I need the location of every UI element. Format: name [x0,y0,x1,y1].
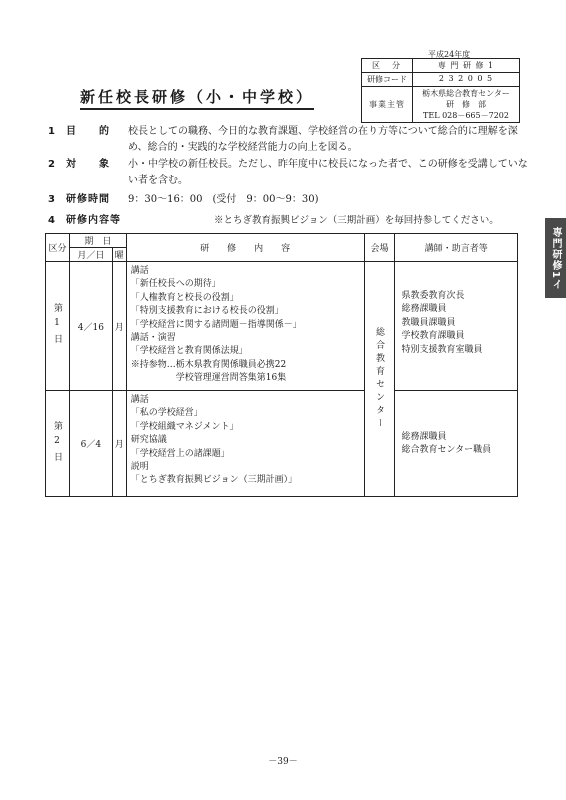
info-value: 2 3 2 0 0 5 [438,74,494,83]
day-division-text: 第1日 [51,303,62,349]
venue-text: 総合教育センター [373,327,384,431]
day-weekday: 月 [112,262,126,391]
section-number: 1 [48,126,55,137]
content-line: 「学校組織マネジメント」 [130,421,239,432]
day-content [126,262,364,391]
lecturer-line: 総務課職員 [401,304,447,315]
lecturer-line: 県教委教育次長 [401,291,465,301]
day-weekday: 月 [112,391,126,497]
header-month-day: 月／日 [69,248,112,262]
page-number: －39－ [268,757,298,767]
section-number: 2 [48,159,55,170]
content-line: 学校管理運営問答集第16集 [130,373,287,384]
section-text: 小・中学校の新任校長。ただし、昨年度中に校長になった者で、この研修を受講していない者を含む。 [128,159,528,186]
info-label: 研修コード [362,73,413,86]
section-label: 研修時間 [66,194,110,205]
day-division-text: 第2日 [51,420,62,467]
day-content [126,391,364,497]
section-content [48,213,518,229]
table-row [46,391,518,497]
content-line: 講話 [130,395,149,405]
content-line: 「とちぎ教育振興ビジョン（三期計画）」 [130,475,298,486]
content-line: 「新任校長への期待」 [130,279,221,290]
side-index-tab: 専門研修1イ [545,218,566,298]
section-time [48,192,488,208]
content-line: 説明 [130,462,149,473]
org-line: 研 修 部 [446,100,486,109]
lecturer-line: 特別支援教育室職員 [401,344,483,355]
section-note: ※とちぎ教育振興ビジョン（三期計画）を毎回持参してください。 [214,215,499,226]
day-division [46,391,70,497]
day-lecturers [395,391,518,497]
content-line: 「学校経営と教育関係法規」 [130,346,248,357]
section-label: 対 象 [66,159,110,170]
lecturer-line: 教職員課職員 [401,317,456,328]
table-header-row [46,234,518,248]
content-line: 「私の学校経営」 [130,408,203,419]
section-label: 研修内容等 [66,215,121,226]
info-row-category [362,59,519,73]
section-number: 4 [48,215,55,226]
info-row-organizer [362,87,519,122]
org-line: 栃木県総合教育センター [422,89,510,98]
course-info-box [361,58,520,123]
header-lecturers: 講師・助言者等 [395,234,518,262]
lecturer-line: 総務課職員 [401,432,447,442]
content-line: 講話 [130,266,149,276]
page-title: 新任校長研修（小・中学校） [80,86,314,110]
header-venue: 会場 [364,234,395,262]
section-label: 目 的 [66,126,110,137]
header-content: 研 修 内 容 [126,234,364,262]
org-line: TEL 028－665－7202 [423,111,509,120]
lecturer-line: 学校教育課職員 [401,331,465,342]
content-line: 「学校経営上の諸課題」 [130,448,230,459]
content-line: 「人権教育と校長の役割」 [130,292,239,303]
table-row [46,262,518,391]
header-period: 期 日 [69,234,126,248]
venue-cell [364,262,395,497]
fiscal-year: 平成24年度 [428,50,471,59]
info-value [413,87,519,122]
info-label: 区 分 [362,59,413,72]
content-line: 「特別支援教育における校長の役割」 [130,306,284,317]
lecturer-line: 総合教育センター職員 [401,445,492,456]
info-label: 事業主管 [362,87,413,122]
section-purpose [48,124,518,158]
day-division [46,262,70,391]
day-lecturers [395,262,518,391]
header-weekday: 曜 [112,248,126,262]
section-number: 3 [48,194,55,205]
content-line: 講話・演習 [130,333,176,344]
info-value: 専 門 研 修 1 [437,61,495,70]
day-date: 4／16 [69,262,112,391]
content-line: 研究協議 [130,435,167,446]
header-division: 区分 [46,234,70,262]
section-text: 9：30～16：00 (受付 9：00～9：30) [128,194,319,205]
section-target [48,157,528,191]
content-line: 「学校経営に関する諸問題－指導関係－」 [130,319,302,330]
schedule-table [45,233,518,497]
content-line: ※持参物…栃木県教育関係職員必携22 [130,359,287,370]
day-date: 6／4 [69,391,112,497]
section-text: 校長としての職務、今日的な教育課題、学校経営の在り方等について総合的に理解を深め、総合的・実践的な学校経営能力の向上を図る。 [128,126,518,153]
info-row-code [362,73,519,87]
